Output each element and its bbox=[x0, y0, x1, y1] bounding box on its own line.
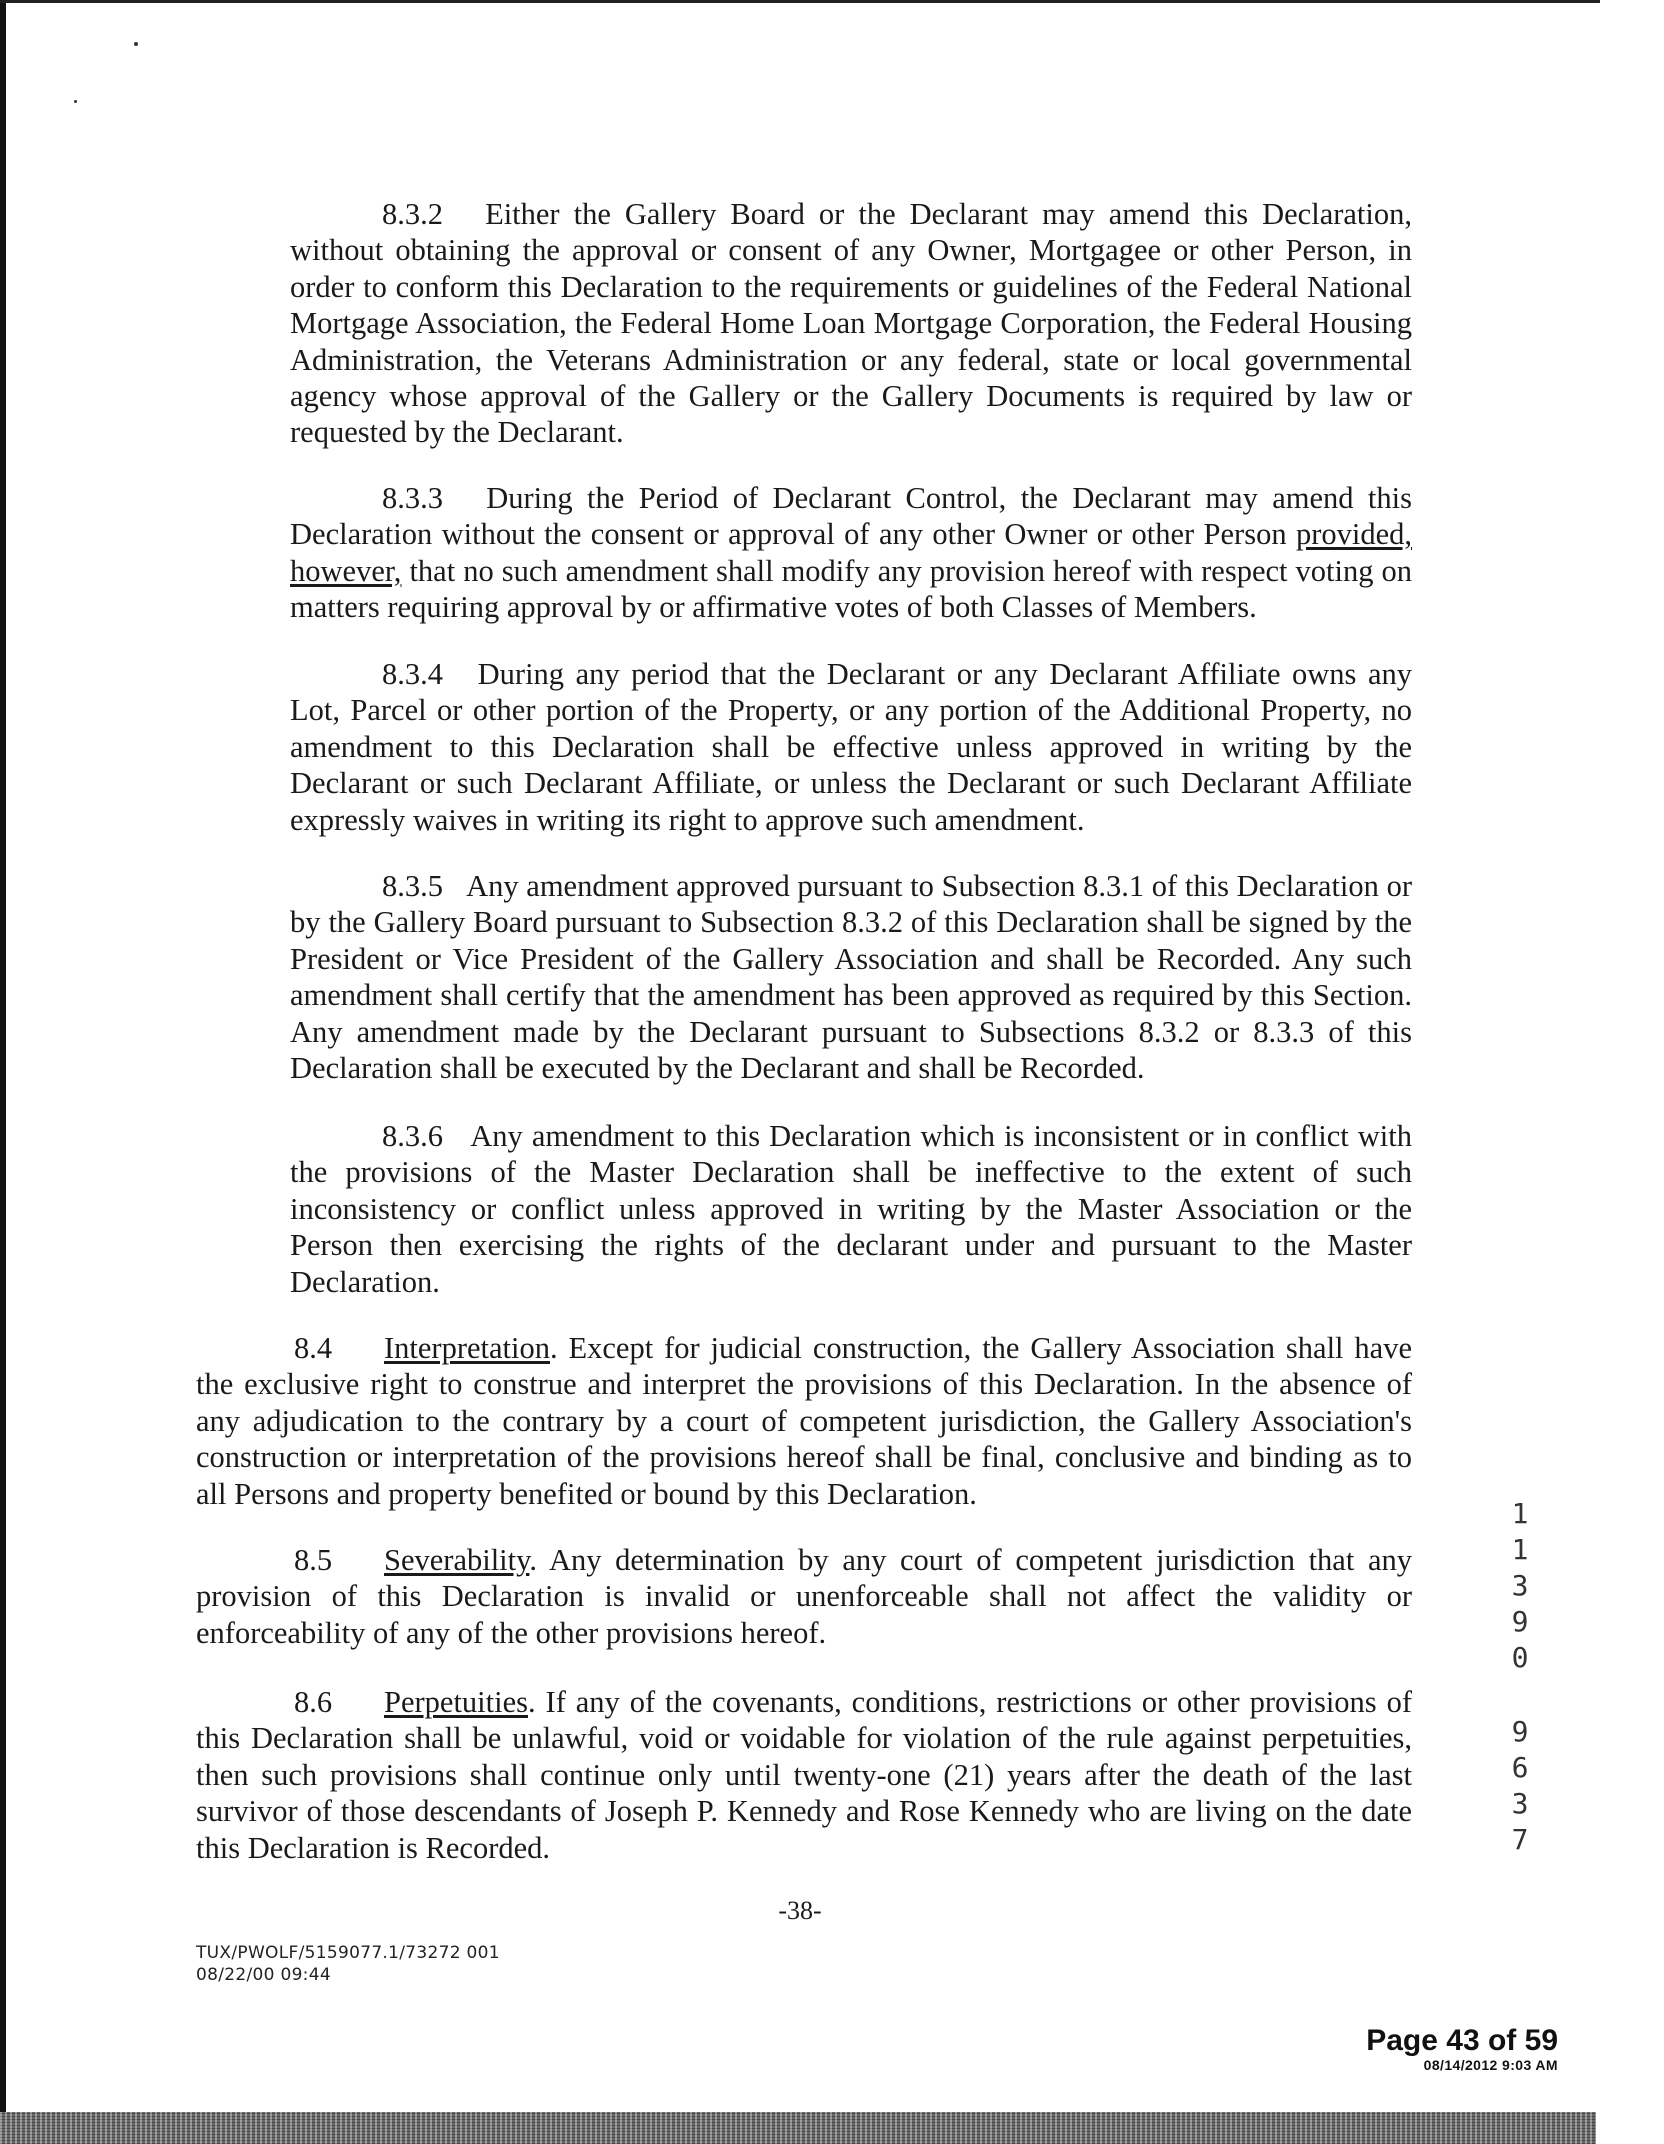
document-id-block bbox=[196, 1942, 500, 1986]
section-8-5 bbox=[196, 1542, 1412, 1651]
stamp-timestamp: 08/14/2012 9:03 AM bbox=[1423, 2057, 1558, 2073]
recording-digit: 3 bbox=[1511, 1787, 1529, 1820]
section-number: 8.3.4 bbox=[382, 657, 443, 691]
section-text: . Except for judicial construction, the Gallery Association shall have the exclusive right to construe and interpret the provisions of this Declaration. In the absence of any adjudication to the contrary by a court of competent jurisdiction, the Gallery Association's construction or interpretation of the provisions hereof shall be final, conclusive and binding as to all Persons and property benefited or bound by this Declaration. bbox=[196, 1331, 1412, 1511]
scan-border-left bbox=[0, 0, 6, 2144]
section-8-3-2 bbox=[290, 196, 1412, 451]
section-number: 8.3.3 bbox=[382, 481, 443, 515]
section-number: 8.3.2 bbox=[382, 197, 443, 231]
recording-digit: 9 bbox=[1511, 1605, 1529, 1638]
section-text: During the Period of Declarant Control, the Declarant may amend this Declaration without the consent or approval of any other Owner or other Person bbox=[290, 481, 1412, 552]
section-8-3-3 bbox=[290, 480, 1412, 626]
section-number: 8.6 bbox=[294, 1685, 333, 1719]
underlined-proviso: provided, however, bbox=[290, 517, 1413, 588]
section-number: 8.3.5 bbox=[382, 869, 443, 903]
section-heading: Severability bbox=[384, 1543, 530, 1577]
page-number: -38- bbox=[778, 1896, 822, 1925]
section-text-continued: that no such amendment shall modify any provision hereof with respect voting on matters requiring approval by or affirmative votes of both Classes of Members. bbox=[290, 553, 1413, 625]
section-8-3-5 bbox=[290, 868, 1412, 1086]
section-8-3-4 bbox=[290, 656, 1412, 838]
section-text: Any amendment to this Declaration which is inconsistent or in conflict with the provisions of the Master Declaration shall be ineffective to the extent of such inconsistency or conflict unless approved in writing by the Master Association or the Person then exercising the rights of the declarant under and pursuant to the Master Declaration. bbox=[290, 1119, 1413, 1299]
recording-digit: 7 bbox=[1511, 1823, 1529, 1856]
stamp-page-label: Page 43 of 59 bbox=[1366, 2024, 1558, 2057]
document-id: TUX/PWOLF/5159077.1/73272 001 bbox=[196, 1943, 500, 1963]
section-heading: Perpetuities bbox=[384, 1685, 528, 1719]
section-8-3-6 bbox=[290, 1118, 1412, 1300]
recording-digit: 1 bbox=[1511, 1497, 1529, 1530]
section-text: Either the Gallery Board or the Declarant may amend this Declaration, without obtaining the approval or consent of any Owner, Mortgagee or other Person, in order to conform this Declaration to the requirements or guidelines of the Federal National Mortgage Association, the Federal Home Loan Mortgage Corporation, the Federal Housing Administration, the Veterans Administration or any federal, state or local governmental agency whose approval of the Gallery or the Gallery Documents is required by law or requested by the Declarant. bbox=[290, 197, 1412, 450]
document-date: 08/22/00 09:44 bbox=[196, 1965, 331, 1985]
section-text: During any period that the Declarant or any Declarant Affiliate owns any Lot, Parcel or other portion of the Property, or any portion of the Additional Property, no amendment to this Declaration shall be effective unless approved in writing by the Declarant or such Declarant Affiliate, or unless the Declarant or such Declarant Affiliate expressly waives in writing its right to approve such amendment. bbox=[290, 657, 1413, 837]
section-text: . If any of the covenants, conditions, restrictions or other provisions of this Declaration shall be unlawful, void or voidable for violation of the rule against perpetuities, then such provisions shall continue only until twenty-one (21) years after the death of the last survivor of those descendants of Joseph P. Kennedy and Rose Kennedy who are living on the date this Declaration is Recorded. bbox=[196, 1685, 1412, 1865]
scan-border-top bbox=[0, 0, 1600, 3]
scan-speck bbox=[134, 42, 138, 46]
section-text: Any amendment approved pursuant to Subsection 8.3.1 of this Declaration or by the Gallery Board pursuant to Subsection 8.3.2 of this Declaration shall be signed by the President or Vice President of the Gallery Association and shall be Recorded. Any such amendment shall certify that the amendment has been approved as required by this Section. Any amendment made by the Declarant pursuant to Subsections 8.3.2 or 8.3.3 of this Declaration shall be executed by the Declarant and shall be Recorded. bbox=[290, 869, 1413, 1086]
scan-speck bbox=[74, 100, 77, 103]
scan-barcode-band bbox=[0, 2112, 1596, 2144]
recording-digit: 3 bbox=[1511, 1569, 1529, 1602]
section-number: 8.4 bbox=[294, 1331, 333, 1365]
recording-digit: 9 bbox=[1511, 1715, 1529, 1748]
recording-stamp bbox=[1366, 2025, 1558, 2073]
section-number: 8.5 bbox=[294, 1543, 333, 1577]
recording-digit: 1 bbox=[1511, 1533, 1529, 1566]
section-8-6 bbox=[196, 1684, 1412, 1866]
recording-number-margin bbox=[1500, 1496, 1540, 1858]
recording-digit: 6 bbox=[1511, 1751, 1529, 1784]
section-heading: Interpretation bbox=[384, 1331, 550, 1365]
section-number: 8.3.6 bbox=[382, 1119, 443, 1153]
section-text: . Any determination by any court of competent jurisdiction that any provision of this Declaration is invalid or unenforceable shall not affect the validity or enforceability of any of the other provisions hereof. bbox=[196, 1543, 1412, 1650]
section-8-4 bbox=[196, 1330, 1412, 1512]
recording-digit: 0 bbox=[1511, 1641, 1529, 1674]
